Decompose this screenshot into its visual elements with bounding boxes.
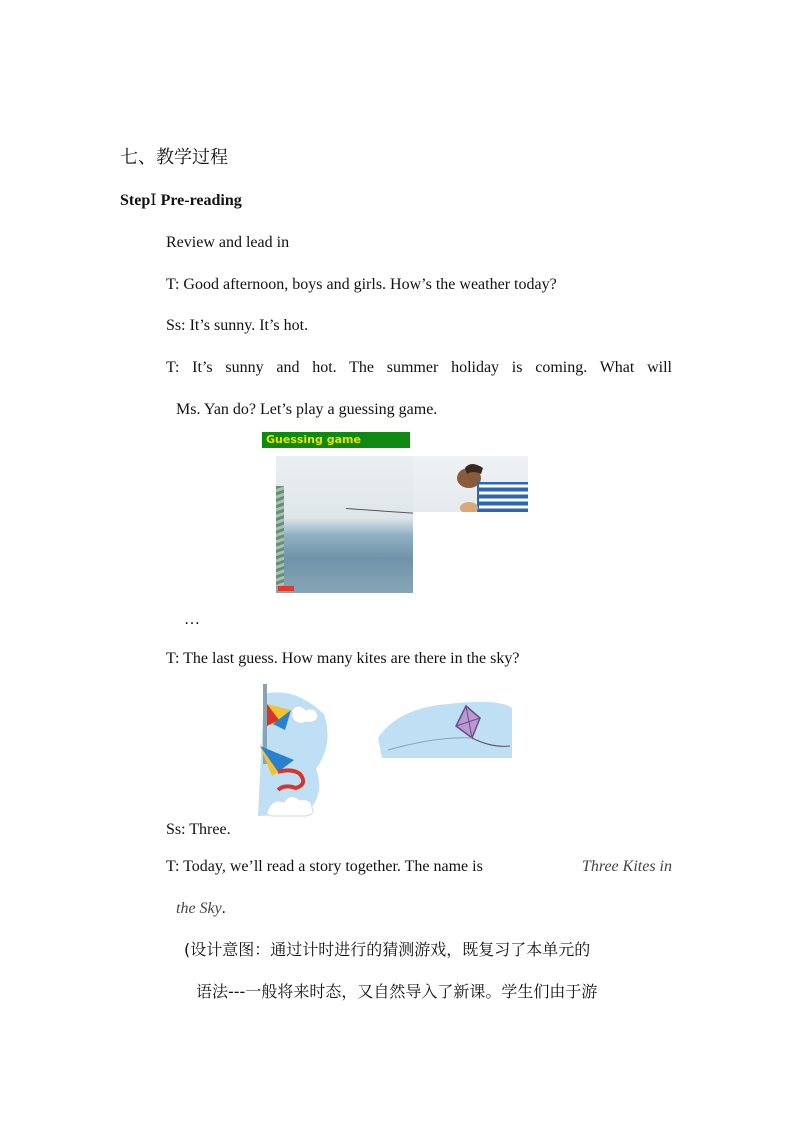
- design-note-line-2: 语法---一般将来时态，又自然导入了新课。学生们由于游: [196, 982, 598, 1001]
- fishing-rod: [346, 508, 413, 514]
- step-roman: Ⅰ: [150, 192, 157, 209]
- section-heading: 七、教学过程: [120, 147, 228, 168]
- fisherman-photo: [413, 456, 528, 512]
- story-title-part1: Three Kites in: [581, 858, 672, 875]
- students-line-2: Ss: Three.: [166, 821, 231, 838]
- teacher-line-4b: [176, 899, 226, 919]
- third-kite-picture: [378, 698, 512, 758]
- sea-photo: [276, 456, 413, 593]
- story-title-part2: the Sky: [176, 900, 222, 917]
- fisherman-illustration: [413, 456, 528, 512]
- teacher-line-4a: [166, 857, 672, 877]
- boat-marker: [278, 586, 294, 591]
- kites-illustration-left: [258, 684, 338, 820]
- teacher-line-2b: Ms. Yan do? Let’s play a guessing game.: [176, 401, 438, 418]
- teacher-line-2a: T: It’s sunny and hot. The summer holiday is coming. What will: [166, 359, 672, 376]
- rope-image: [276, 486, 284, 586]
- teacher-line-1: T: Good afternoon, boys and girls. How’s the weather today?: [166, 276, 557, 293]
- kite-illustration-right: [378, 698, 512, 758]
- step-prefix: Step: [120, 192, 151, 209]
- step-heading: [120, 191, 242, 211]
- step-title: Pre-reading: [160, 192, 242, 209]
- ellipsis: …: [184, 611, 200, 628]
- two-kites-picture: [258, 684, 338, 820]
- review-line: Review and lead in: [166, 234, 290, 251]
- teacher-line-4a-text: T: Today, we’ll read a story together. The name is: [166, 858, 483, 875]
- design-note-line-1: (设计意图：通过计时进行的猜测游戏，既复习了本单元的: [184, 940, 591, 959]
- guessing-game-banner: Guessing game: [262, 432, 410, 448]
- teacher-line-3: T: The last guess. How many kites are there in the sky?: [166, 650, 520, 667]
- sentence-period: .: [221, 900, 226, 917]
- students-line-1: Ss: It’s sunny. It’s hot.: [166, 317, 309, 334]
